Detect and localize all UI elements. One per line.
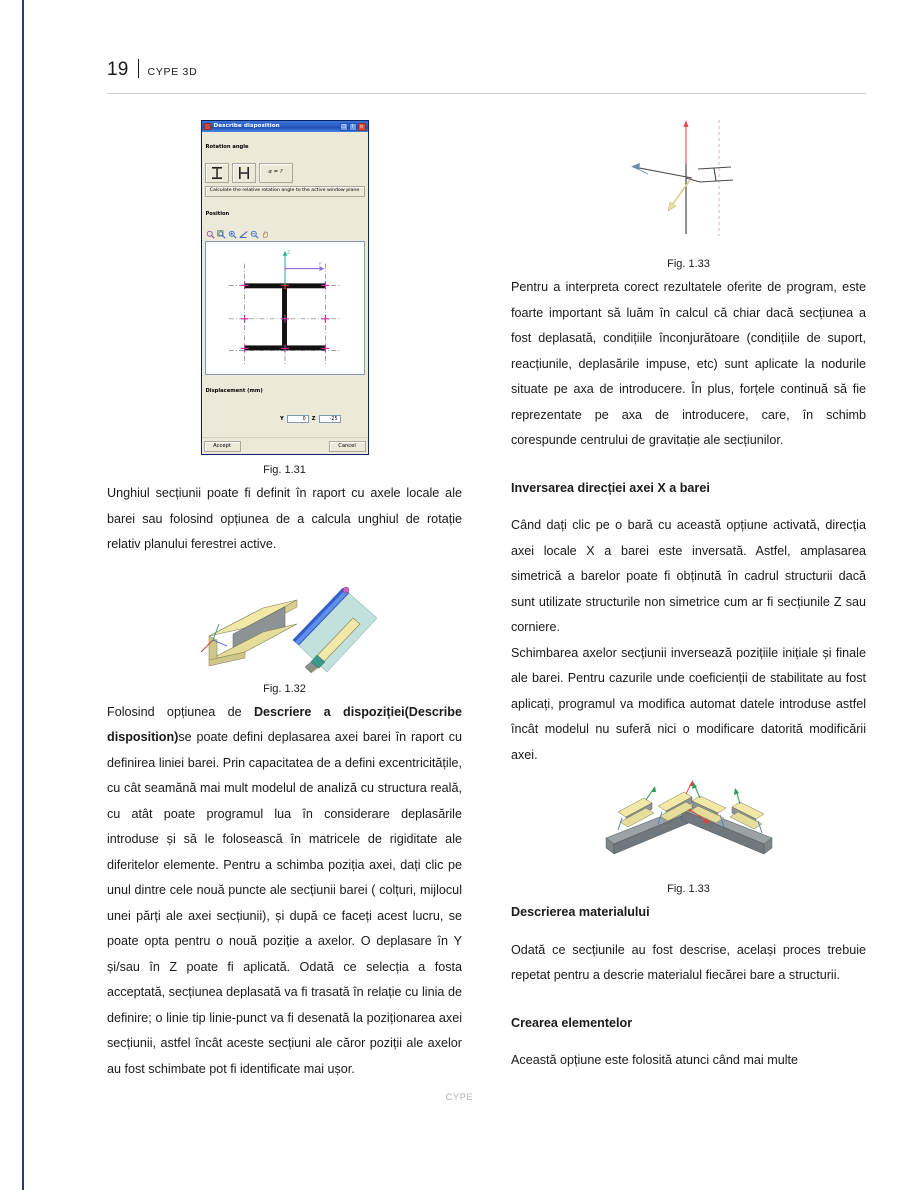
displacement-z-input[interactable]: -25 bbox=[319, 415, 341, 423]
heading-crearea-elementelor: Crearea elementelor bbox=[511, 1015, 633, 1030]
right-column bbox=[511, 112, 866, 1074]
position-label: Position bbox=[205, 210, 230, 217]
cancel-button[interactable]: Cancel bbox=[329, 441, 366, 452]
zoom-all-icon[interactable] bbox=[206, 230, 215, 239]
zoom-window-icon[interactable] bbox=[217, 230, 226, 239]
left-paragraph-2 bbox=[107, 700, 462, 1083]
help-button[interactable]: ? bbox=[349, 123, 357, 131]
rotation-angle-label: Rotation angle bbox=[205, 144, 249, 150]
right-paragraph-4: Odată ce secțiunile au fost descrise, același proces trebuie repetat pentru a descrie materialul fiecărei bare a structurii. bbox=[511, 942, 866, 982]
close-icon[interactable]: × bbox=[359, 123, 364, 130]
svg-text:Z: Z bbox=[286, 250, 290, 256]
calculate-relative-angle-button[interactable]: Calculate the relative rotation angle to the active window plane bbox=[205, 186, 365, 197]
dialog-body bbox=[202, 132, 368, 434]
left-p2-part2: se poate defini deplasarea axei barei în raport cu definirea liniei barei. Prin capacitatea de a defini excentricitățile, cu cât seamănă mai mult modelul de analiză cu structura reală, cu atât poate programul lua în considerare deplasările introduse și să le folosească în matricele de rigiditate ale diferitelor elemente. Pentru a schimba poziția axei, dați clic pe unul dintre cele nouă puncte ale secțiunii barei ( colțuri, mijlocul unei părți ale axei secțiunii), și după ce faceți acest lucru, se poate opta pentru o nouă poziție a axelor. O deplasare în Y și/sau în Z poate fi aplicată. Odată ce selecția a fosta acceptată, secțiunea deplasată va fi trasată în relație cu linia de definire; o linie tip linie-punct va fi desenată la poziționarea axei secțiunii, astfel încât aceste secțiuni ale căror poziții ale axelor au fost schimbate pot fi identificate mai ușor. bbox=[107, 730, 462, 1076]
right-paragraph-5: Această opțiune este folosită atunci când mai multe bbox=[511, 1053, 799, 1067]
dialog-title-text: Describe disposition bbox=[213, 122, 280, 129]
section-drawing bbox=[206, 242, 364, 374]
restore-button[interactable]: ❐ bbox=[341, 123, 346, 130]
displacement-label: Displacement (mm) bbox=[205, 388, 263, 394]
heading-inversarea-directiei: Inversarea direcției axei X a barei bbox=[511, 480, 710, 495]
figure-132-image bbox=[193, 574, 377, 674]
displacement-y-label: Y bbox=[279, 415, 284, 422]
figure-133-bottom-image bbox=[596, 778, 782, 874]
left-p2-bold1: Descriere a dispoziției(Describe bbox=[253, 704, 462, 719]
dialog-titlebar bbox=[202, 121, 368, 132]
header-rule bbox=[107, 93, 866, 94]
figure-caption-131: Fig. 1.31 bbox=[263, 464, 306, 476]
left-paragraph-1: Unghiul secțiunii poate fi definit în raport cu axele locale ale barei sau folosind opțiunea de a calcula unghiul de rotație relativ planului ferestrei active. bbox=[107, 486, 462, 551]
document-title: CYPE 3D bbox=[147, 66, 198, 78]
measure-angle-icon[interactable] bbox=[239, 230, 248, 239]
describe-disposition-dialog[interactable] bbox=[201, 120, 369, 455]
right-paragraph-1: Pentru a interpreta corect rezultatele oferite de program, este foarte important să luăm în calcul că chiar dacă secțiunea a fost deplasată, condițiile înconjurătoare (condițiile de suport, reacțiunile, deplasările impuse, etc) sunt aplicate la nodurile situate pe axa de introducere. În plus, forțele continuă să fie reprezentate pe axa de introducere, care, în schimb corespunde centrului de gravitație ale secțiunilor. bbox=[511, 280, 866, 447]
page-footer: CYPE bbox=[445, 1092, 474, 1102]
dialog-footer bbox=[202, 437, 368, 454]
displacement-y-input[interactable]: 0 bbox=[287, 415, 309, 423]
displacement-z-label: Z bbox=[311, 415, 316, 422]
figure-caption-133-bottom: Fig. 1.33 bbox=[667, 883, 710, 895]
accept-button[interactable]: Accept bbox=[204, 441, 241, 452]
position-toolbar bbox=[205, 229, 365, 241]
dialog-title-buttons bbox=[340, 123, 366, 131]
figure-133-top-image bbox=[614, 114, 764, 249]
right-paragraph-3: Schimbarea axelor secțiunii inversează pozițiile inițiale și finale ale barei. Pentru cazurile unde coeficienții de stabilitate au fost aplicați, programul va modifica automat datele introduse astfel încât modelul nu suferă nici o modificare datorită modificării axei. bbox=[511, 645, 866, 762]
left-p2-bold2: disposition) bbox=[107, 730, 179, 744]
header-divider bbox=[138, 59, 139, 78]
section-preview-canvas[interactable] bbox=[205, 241, 365, 375]
pan-hand-icon[interactable] bbox=[261, 230, 270, 239]
figure-caption-132: Fig. 1.32 bbox=[263, 682, 306, 695]
page-left-rule bbox=[22, 0, 24, 1190]
right-paragraph-2: Când dați clic pe o bară cu această opțiune activată, direcția axei locale X a barei este inversată. Astfel, amplasarea simetrică a barelor poate fi obținută în cadrul structurii dacă sunt utilizate structurile non simetrice cum ar fi secțiunile Z sau corniere. bbox=[511, 518, 866, 634]
zoom-in-icon[interactable] bbox=[228, 230, 237, 239]
dialog-app-icon bbox=[204, 123, 211, 130]
left-p2-part1: Folosind opțiunea de bbox=[107, 704, 254, 719]
figure-caption-133-top: Fig. 1.33 bbox=[667, 258, 710, 270]
page-header bbox=[107, 56, 197, 81]
zoom-out-icon[interactable] bbox=[250, 230, 259, 239]
heading-descrierea-materialului: Descrierea materialului bbox=[511, 905, 650, 919]
rotation-angle-input[interactable]: α = ? bbox=[259, 163, 293, 183]
left-column bbox=[107, 112, 462, 1082]
displacement-fields bbox=[205, 407, 365, 433]
page-number: 19 bbox=[107, 59, 129, 80]
svg-text:Y: Y bbox=[317, 262, 321, 268]
